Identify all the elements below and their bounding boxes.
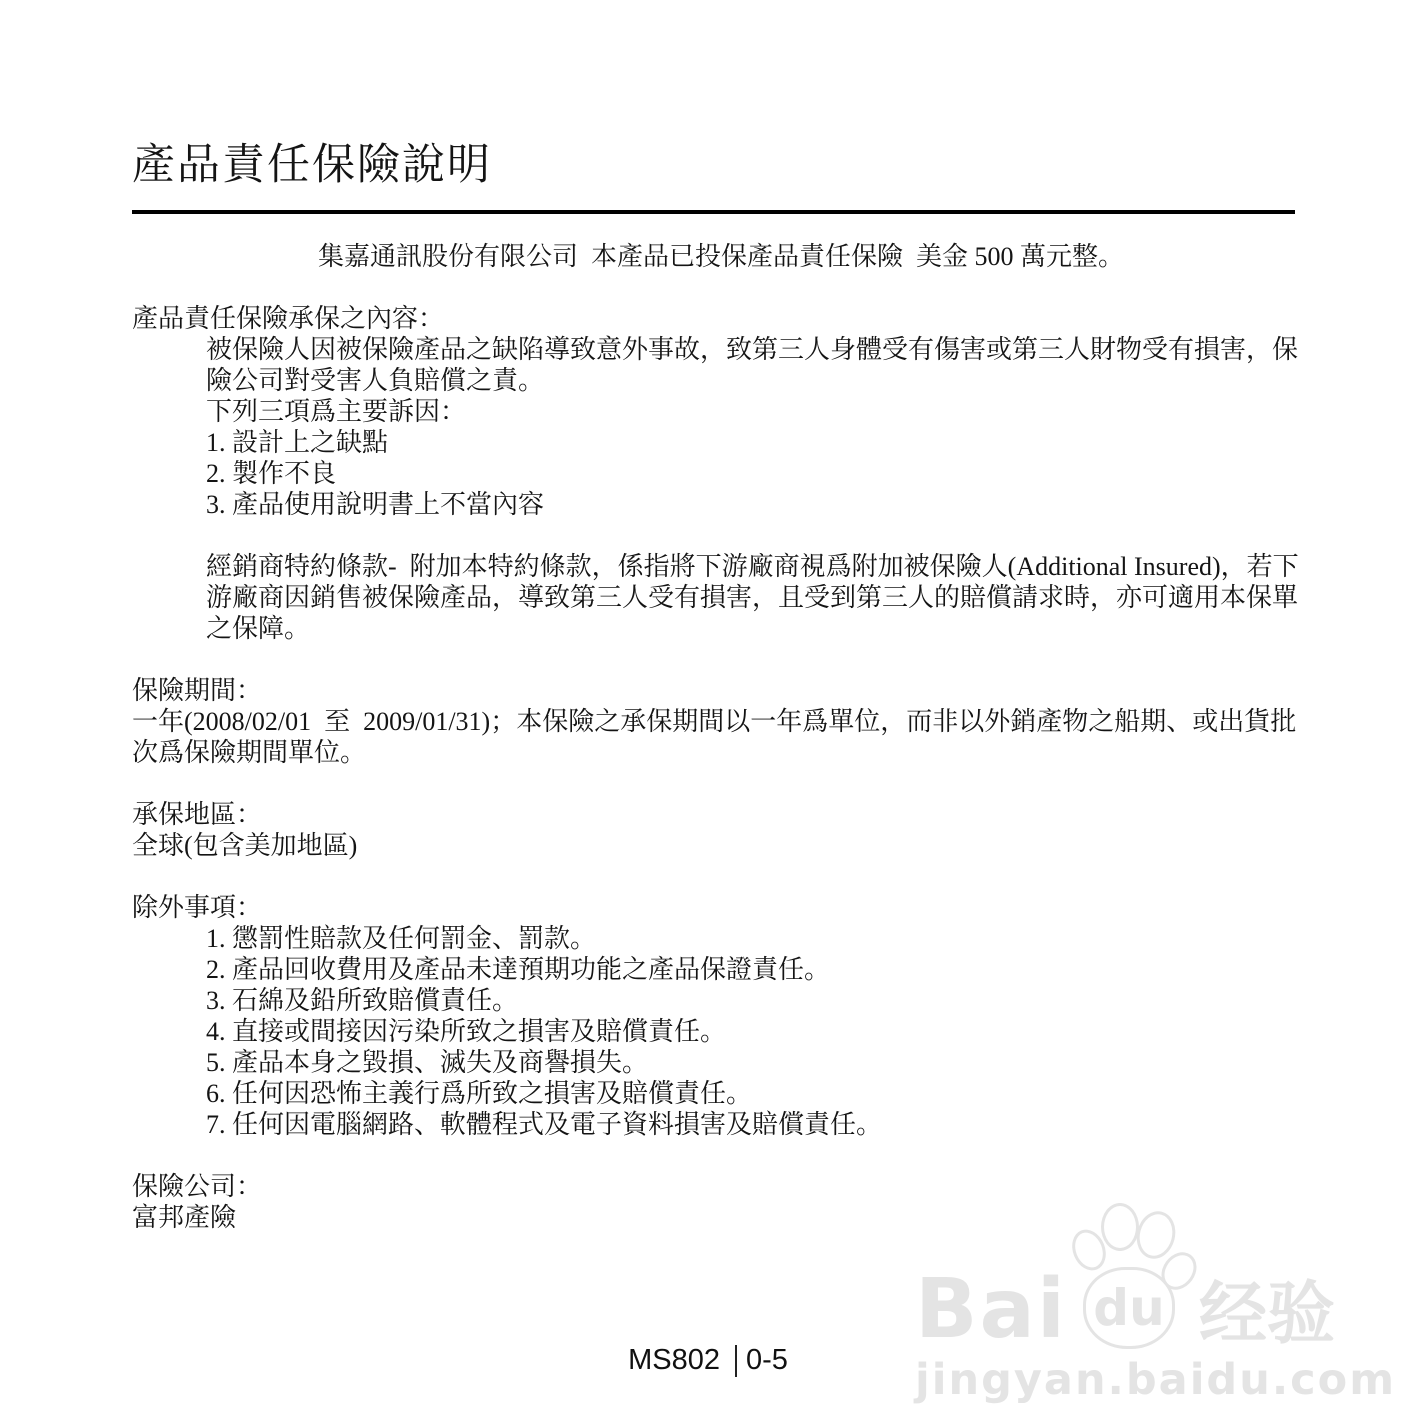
period-heading: 保險期間： [132,676,263,705]
watermark-url: jingyan.baidu.com [915,1355,1396,1405]
page-title: 產品責任保險說明 [132,142,492,189]
footer-page-number: 0-5 [745,1344,788,1376]
document-content [132,138,1310,1233]
territory-heading: 承保地區： [132,800,263,829]
baidu-wordmark-du: du [1093,1279,1165,1337]
territory-body: 全球(包含美加地區) [132,831,358,860]
baidu-paw-icon [1071,1203,1187,1349]
cause-item: 3. 產品使用說明書上不當內容 [206,490,545,519]
footer-model: MS802 [628,1344,720,1376]
exclusion-item: 5. 產品本身之毀損、滅失及商譽損失。 [206,1048,649,1077]
baidu-logo [915,1203,1396,1358]
coverage-heading: 產品責任保險承保之內容： [132,304,445,333]
jingyan-wordmark: 经验 [1198,1275,1335,1354]
insurer-body: 富邦產險 [132,1203,237,1232]
dealer-clause-paragraph: 經銷商特約條款- 附加本特約條款，係指將下游廠商視爲附加被保險人(Additional Insured)，若下游廠商因銷售被保險產品，導致第三人受有損害，且受到第三人的賠償請求時，亦可適用本保單之保障。 [206,552,1299,643]
exclusions-list [206,923,1310,1140]
insured-statement: 集嘉通訊股份有限公司 本產品已投保產品責任保險 美金 500 萬元整。 [317,242,1124,271]
exclusion-item: 1. 懲罰性賠款及任何罰金、罰款。 [206,924,597,953]
insurer-heading: 保險公司： [132,1172,263,1201]
exclusion-item: 4. 直接或間接因污染所致之損害及賠償責任。 [206,1017,727,1046]
period-body: 一年(2008/02/01 至 2009/01/31)；本保險之承保期間以一年爲單位，而非以外銷產物之船期、或出貨批次爲保險期間單位。 [132,707,1297,767]
causes-intro: 下列三項爲主要訴因： [206,397,467,426]
exclusions-heading: 除外事項： [132,893,263,922]
coverage-body [206,334,1310,644]
cause-item: 2. 製作不良 [206,459,337,488]
coverage-paragraph: 被保險人因被保險產品之缺陷導致意外事故，致第三人身體受有傷害或第三人財物受有損害，保險公司對受害人負賠償之責。 [206,335,1299,395]
baidu-wordmark-prefix: Bai [915,1262,1067,1358]
cause-item: 1. 設計上之缺點 [206,428,389,457]
exclusion-item: 6. 任何因恐怖主義行爲所致之損害及賠償責任。 [206,1079,753,1108]
exclusion-item: 2. 產品回收費用及產品未達預期功能之產品保證責任。 [206,955,831,984]
exclusion-item: 3. 石綿及鉛所致賠償責任。 [206,986,519,1015]
page-footer [0,1344,1416,1377]
footer-separator [735,1345,737,1377]
exclusion-item: 7. 任何因電腦網路、軟體程式及電子資料損害及賠償責任。 [206,1110,883,1139]
title-underline [132,210,1295,214]
